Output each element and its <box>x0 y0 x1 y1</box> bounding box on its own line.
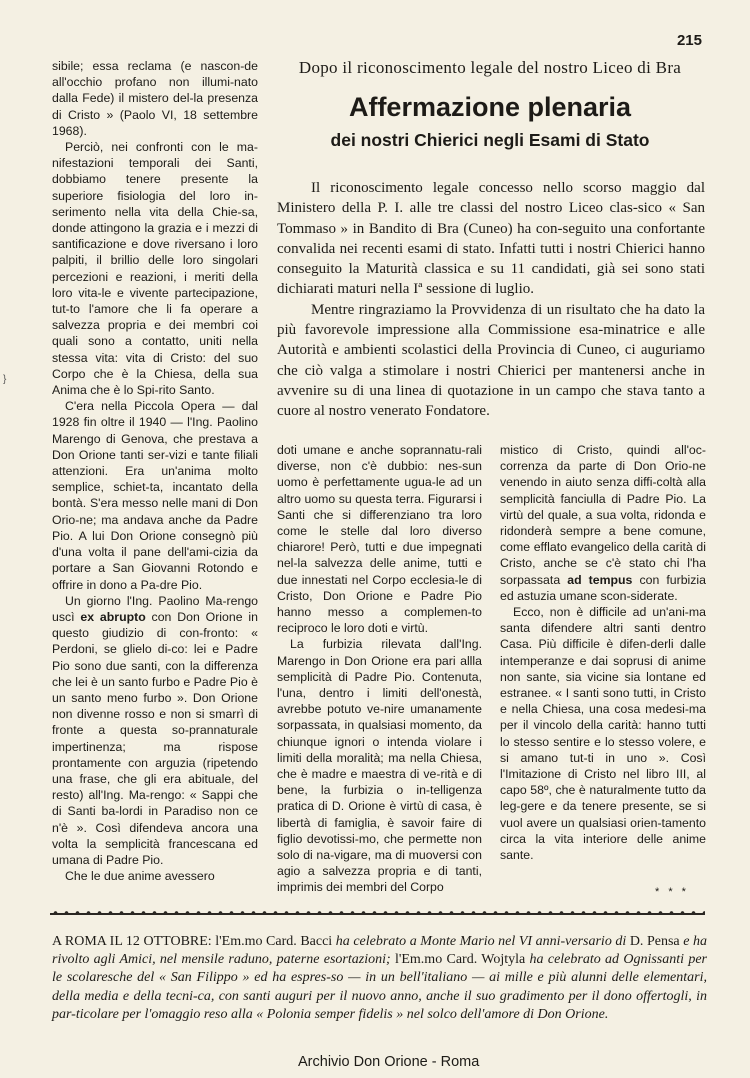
section-divider <box>50 910 705 918</box>
left-column-text <box>52 58 258 884</box>
news-lead: A ROMA IL 12 OTTOBRE: <box>52 934 212 949</box>
text-run: con furbizia ed astuzia umane scon-siderate. <box>500 572 706 603</box>
news-italic-run: ha celebrato ad Ognissanti per le scolaresche del « San Filippo » ed ha espres-so — in un bell'italiano — ai mille e più alunni delle elementari, della media e della tecni-ca, con santi auguri per il nuovo anno, anche il suo gradimento per il dono offertogli, in par-ticolare per l'omaggio reso alla « Polonia semper fidelis » nel solco dell'amore di Don Orione. <box>52 952 707 1022</box>
paragraph: sibile; essa reclama (e nascon-de all'occhio profano non illumi-nato dalla Fede) il mistero del-la presenza di Cristo » (Paolo VI, 18 settembre 1968). <box>52 59 258 138</box>
text-run: Un giorno l'Ing. Paolino Ma-rengo uscì <box>52 593 258 624</box>
paragraph: doti umane e anche soprannatu-rali diverse, non c'è dubbio: nes-sun uomo è perfettamente ugua-le ad un altro uomo su questa terra. Figurarsi i Santi che si differenziano tra loro come le stelle dal loro diverso chiarore! Però, tutti e due impegnati nel-la salvezza delle anime, tutti e due innestati nel Corpo ecclesia-le di Cristo, Don Orione e Padre Pio hanno messo a complemen-to reciproco le loro doti e virtù. <box>277 443 482 636</box>
right-column-text <box>500 442 706 863</box>
paragraph: La furbizia rilevata dall'Ing. Marengo in Don Orione era pari allla semplicità di Padre Pio. Contenuta, l'una, dentro i limiti dell'onestà, avrebbe potuto ve-nire umanamente sorpassata, in qualsiasi momento, da chiunque ignori o intenda violare i limiti della moralità; ma nella Chiesa, che è madre e maestra di ve-rità e di bene, la furbizia o in-telligenza pratica di D. Orione è virtù di casa, è libertà di famiglia, è savoir faire di figlio devotissi-mo, che permette non solo di na-vigare, ma di muoversi con agio a salvezza propria e di tanti, imprimis dei membri del Corpo <box>277 637 482 895</box>
margin-bracket: } <box>3 374 7 385</box>
paragraph: Perciò, nei confronti con le ma-nifestazioni temporali dei Santi, dobbiamo tenere presente la superiore fisiologia del loro in-serimento nella vita della Chie-sa, donde attingono la grazia e i mezzi di santificazione e dove riversano i loro palpiti, il brillio delle loro singolari percezioni e reazioni, i meriti della loro vita-le e vivente partecipazione, tut-to l'amore che li fa operare a salvezza propria e dei membri coi quali sono a contatto, uniti nella stessa vita: vita di Cristo: del suo Corpo che è la Chiesa, della sua Anima che è lo Spi-rito Santo. <box>52 140 258 398</box>
article-body <box>277 178 705 422</box>
news-name-run: l'Em.mo Card. Wojtyla <box>390 952 526 968</box>
end-marks: * * * <box>655 886 689 898</box>
article-title: Affermazione plenaria <box>348 92 632 122</box>
paragraph <box>52 593 258 868</box>
news-brief <box>52 933 707 1024</box>
bold-phrase: ex abrupto <box>80 609 146 624</box>
page-number: 215 <box>676 32 702 49</box>
news-name-run: D. Pensa <box>626 934 680 949</box>
article-subtitle: dei nostri Chierici negli Esami di Stato <box>330 130 650 150</box>
text-run: con Don Orione in questo giudizio di con-fronto: « Perdoni, se glielo di-co: lei e Padre Pio sono due santi, con la differenza che lei è un santo furbo e Padre Pio è un santo meno furbo ». Don Orione non divenne rosso e non si smarrì di fronte a questa so-prannaturale impertinenza; ma rispose prontamente con arguzia (ripetendo una frase, che gli era abituale, del resto) all'Ing. Ma-rengo: « Sappi che di Santi ba-lordi in Paradiso non ce n'è ». Così difendeva ancora una volta la semplicità francescana ed umana di Padre Pio. <box>52 609 258 867</box>
bold-phrase: ad tempus <box>567 572 633 587</box>
paragraph <box>500 442 706 604</box>
article-paragraph: Il riconoscimento legale concesso nello scorso maggio dal Ministero della P. I. alle tre classi del nostro Liceo clas-sico « San Tommaso » in Bandito di Bra (Cuneo) ha con-seguito una confortante convalida nei recenti esami di stato. Infatti tutti i nostri Chierici hanno conseguito la Maturità classica e su 11 candidati, già sei sono stati dichiarati maturi nella Iª sessione di luglio. <box>277 180 705 298</box>
paragraph: Ecco, non è difficile ad un'ani-ma santa difendere altri santi dentro Casa. Più difficile è difen-derli dalle intemperanze e dai soprusi di anime non sante, sia vicine sia lontane ed estranee. « I santi sono tutti, in Cristo e nella Chiesa, una cosa medesi-ma per il vincolo della carità: hanno tutti lo stesso sentire e lo stesso volere, e si amano tut-ti in uno ». Così l'Imitazione di Cristo nel libro III, al capo 58º, che è naturalmente tutto da leg-gere e da tenere presente, se si vuol avere un qualsiasi orien-tamento circa la vita interiore delle anime sante. <box>500 605 706 863</box>
text-run: mistico di Cristo, quindi all'oc-correnza da parte di Don Orio-ne venendo in aiuto senza diffi-coltà alla semplicità fanciulla di Padre Pio. La virtù del quale, a sua volta, ridonda e ridonderà sempre a bene comune, come efflato evangelico della carità di Cristo, anche se c'è stato chi l'ha sorpassata <box>500 443 706 587</box>
article-paragraph: Mentre ringraziamo la Provvidenza di un risultato che ha dato la più favorevole impressione alla Commissione esa-minatrice e alle Autorità e ambienti scolastici della Provincia di Cuneo, ci auguriamo che ciò valga a stimolare i nostri Chierici per mantenersi anche in avvenire su di una linea di quotazione in un campo che stava tanto a cuore al nostro venerato Fondatore. <box>277 301 705 420</box>
paragraph: Che le due anime avessero <box>65 869 215 884</box>
news-italic-run: ha celebrato a Monte Mario nel VI anni-versario di <box>332 934 627 949</box>
paragraph: C'era nella Piccola Opera — dal 1928 fin oltre il 1940 — l'Ing. Paolino Marengo di Genova, che prestava a Don Orione tanti ser-vizi e tante filiali attenzioni. Era un'anima molto semplice, schiet-ta, incantato della bontà. S'era messo nelle mani di Don Orio-ne; ma andava anche da Padre Pio. A lui Don Orione consegnò più d'una volta il pane dell'ami-cizia da portare a San Giovanni Rotondo e offrire in dono a Pa-dre Pio. <box>52 399 258 592</box>
middle-column-text <box>277 442 482 896</box>
news-name-run: Card. Bacci <box>262 934 333 949</box>
article-kicker: Dopo il riconoscimento legale del nostro Liceo di Bra <box>298 58 682 77</box>
news-name-run: l'Em.mo <box>211 934 263 949</box>
news-italic-run: e ha rivolto agli Amici, nel mensile raduno, paterne esortazioni; <box>52 934 707 968</box>
archive-footer: Archivio Don Orione - Roma <box>298 1054 480 1070</box>
